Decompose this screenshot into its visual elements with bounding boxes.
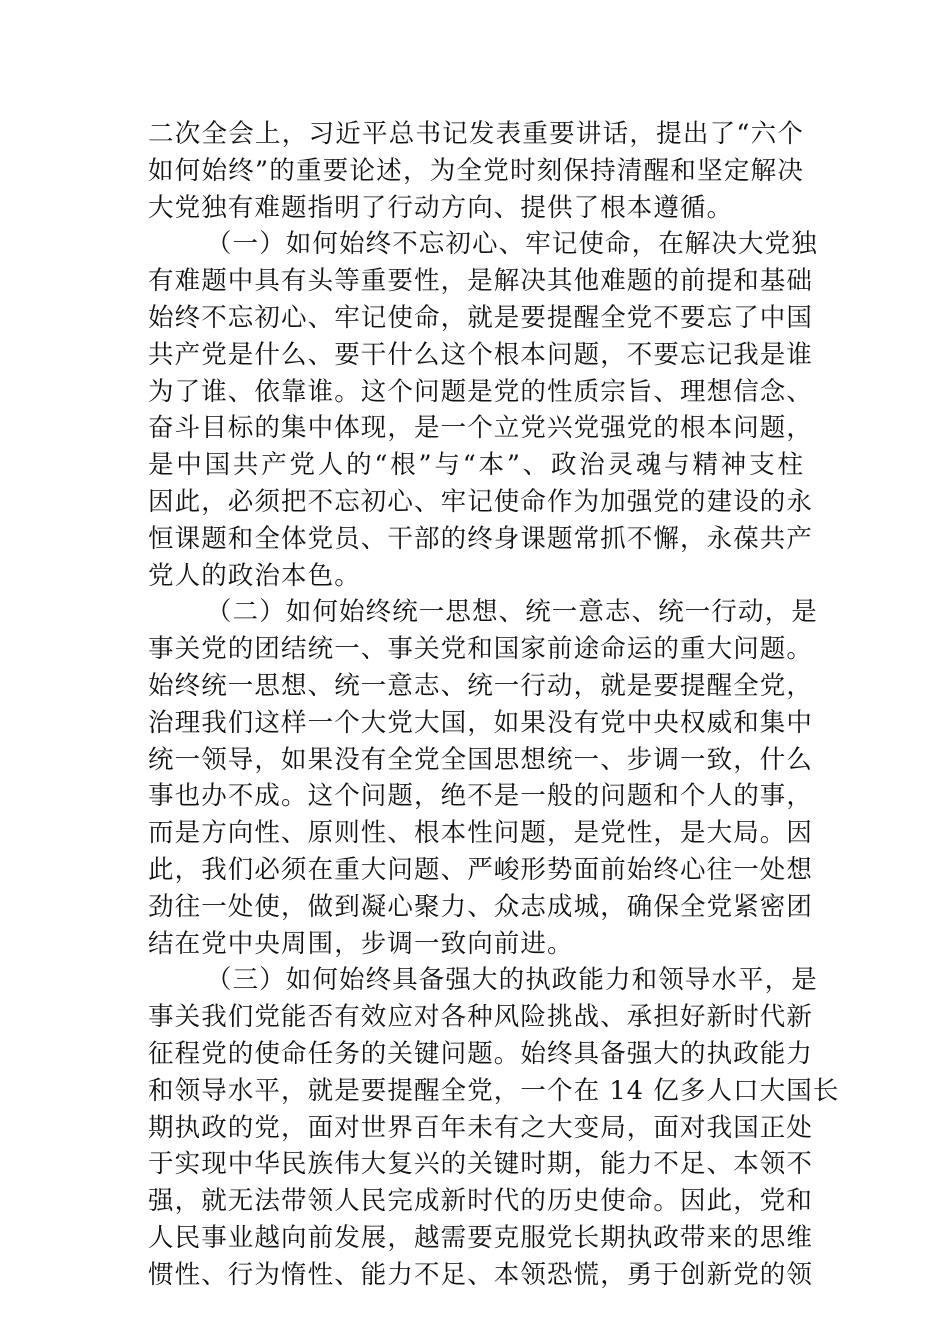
text-line: 有难题中具有头等重要性，是解决其他难题的前提和基础	[148, 266, 814, 297]
text-line: 二次全会上，习近平总书记发表重要讲话，提出了“六个	[148, 119, 804, 149]
text-line: 为了谁、依靠谁。这个问题是党的性质宗旨、理想信念、	[148, 376, 814, 407]
text-line: 事关我们党能否有效应对各种风险挑战、承担好新时代新	[148, 1002, 814, 1033]
text-line: 征程党的使命任务的关键问题。始终具备强大的执政能力	[148, 1038, 814, 1069]
text-line: 始终不忘初心、牢记使命，就是要提醒全党不要忘了中国	[148, 302, 814, 333]
text-line: 因此，必须把不忘初心、牢记使命作为加强党的建设的永	[148, 486, 814, 517]
text-line: 于实现中华民族伟大复兴的关键时期，能力不足、本领不	[148, 1149, 814, 1180]
text-line: 而是方向性、原则性、根本性问题，是党性，是大局。因	[148, 818, 814, 849]
text-line: 和领导水平，就是要提醒全党，一个在 14 亿多人口大国长	[148, 1075, 840, 1106]
section-two-heading-line: （二）如何始终统一思想、统一意志、统一行动，是	[206, 597, 818, 628]
text-line: 是中国共产党人的“根”与“本”、政治灵魂与精神支柱	[148, 450, 804, 481]
text-line: 惯性、行为惰性、能力不足、本领恐慌，勇于创新党的领	[148, 1259, 814, 1290]
text-line: 劲往一处使，做到凝心聚力、众志成城，确保全党紧密团	[148, 891, 814, 922]
text-line: 此，我们必须在重大问题、严峻形势面前始终心往一处想	[148, 854, 814, 885]
text-line: 治理我们这样一个大党大国，如果没有党中央权威和集中	[148, 707, 814, 738]
section-three-heading-line: （三）如何始终具备强大的执政能力和领导水平，是	[206, 965, 818, 996]
text-line: 大党独有难题指明了行动方向、提供了根本遵循。	[148, 192, 734, 223]
text-line: 事关党的团结统一、事关党和国家前途命运的重大问题。	[148, 634, 814, 665]
text-line: 恒课题和全体党员、干部的终身课题常抓不懈，永葆共产	[148, 523, 814, 554]
text-line: 奋斗目标的集中体现，是一个立党兴党强党的根本问题，	[148, 413, 814, 444]
text-line: 如何始终”的重要论述，为全党时刻保持清醒和坚定解决	[148, 155, 804, 186]
text-line: 党人的政治本色。	[148, 560, 361, 591]
text-line: 统一领导，如果没有全党全国思想统一、步调一致，什么	[148, 744, 814, 775]
text-line: 始终统一思想、统一意志、统一行动，就是要提醒全党，	[148, 670, 814, 701]
text-line: 期执政的党，面对世界百年未有之大变局，面对我国正处	[148, 1112, 814, 1143]
text-line: 结在党中央周围，步调一致向前进。	[148, 928, 574, 959]
text-line: 人民事业越向前发展，越需要克服党长期执政带来的思维	[148, 1222, 814, 1253]
section-one-heading-line: （一）如何始终不忘初心、牢记使命，在解决大党独	[206, 229, 818, 260]
text-line: 共产党是什么、要干什么这个根本问题，不要忘记我是谁	[148, 339, 814, 370]
text-line: 事也办不成。这个问题，绝不是一般的问题和个人的事，	[148, 781, 814, 812]
text-line: 强，就无法带领人民完成新时代的历史使命。因此，党和	[148, 1186, 814, 1217]
document-body	[148, 116, 840, 1294]
